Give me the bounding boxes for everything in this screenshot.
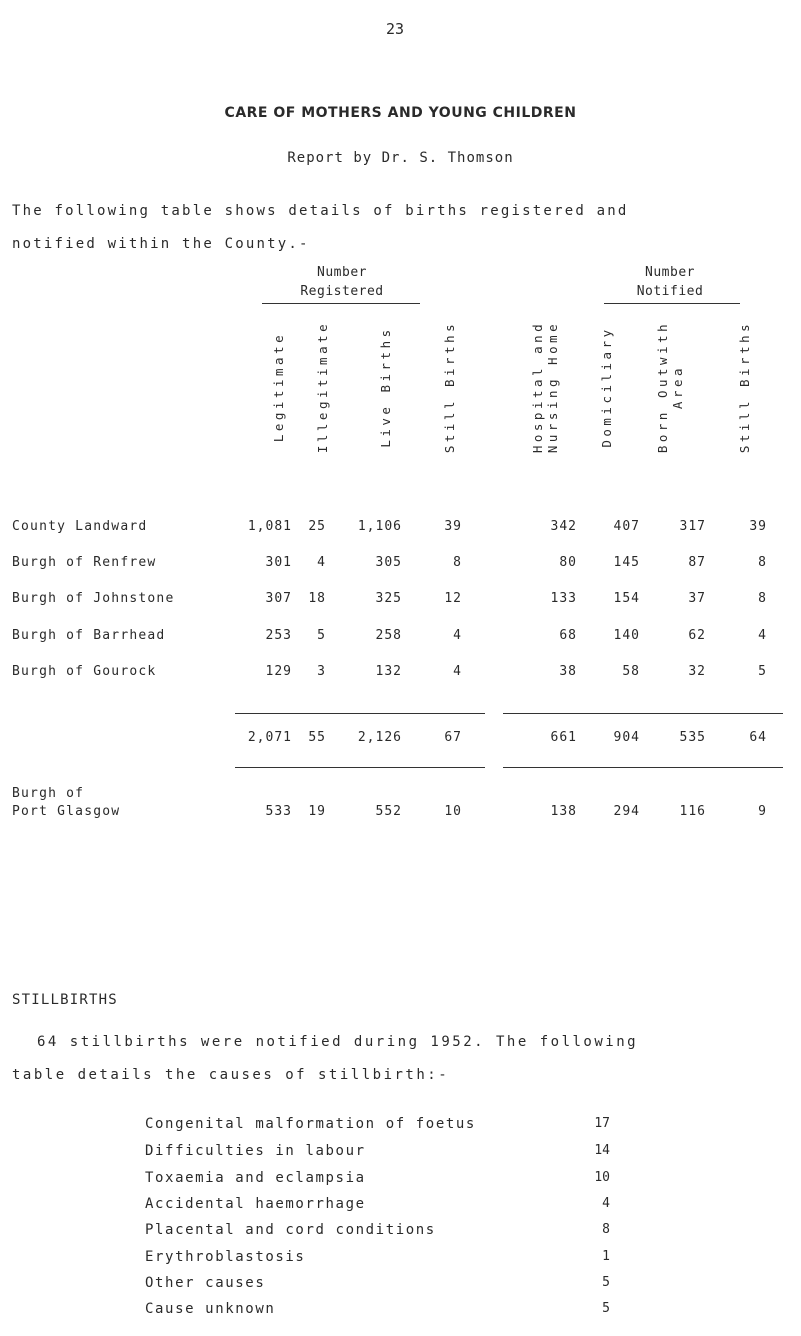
table-cell: 9 bbox=[758, 804, 767, 819]
cause-label: Difficulties in labour bbox=[145, 1143, 366, 1159]
cause-count: 10 bbox=[594, 1170, 610, 1185]
table-cell: 10 bbox=[444, 804, 462, 819]
table-cell: 129 bbox=[265, 664, 292, 679]
table-cell: 145 bbox=[613, 555, 640, 570]
total-cell: 67 bbox=[444, 730, 462, 745]
table-cell: 62 bbox=[688, 628, 706, 643]
table-cell: 116 bbox=[679, 804, 706, 819]
table-cell: 140 bbox=[613, 628, 640, 643]
column-header-still-births-notified bbox=[732, 320, 756, 454]
stillbirths-line-2: table details the causes of stillbirth:- bbox=[12, 1067, 450, 1083]
cause-label: Toxaemia and eclampsia bbox=[145, 1170, 366, 1186]
col-live-births-label: Live Births bbox=[377, 326, 393, 448]
table-cell: 8 bbox=[758, 555, 767, 570]
row-label: County Landward bbox=[12, 519, 148, 534]
cause-count: 4 bbox=[602, 1196, 610, 1211]
table-cell: 1,081 bbox=[247, 519, 292, 534]
table-cell: 4 bbox=[758, 628, 767, 643]
row-label-port-glasgow-line-2: Port Glasgow bbox=[12, 804, 121, 819]
table-cell: 301 bbox=[265, 555, 292, 570]
group-registered-line-1: Number bbox=[317, 265, 367, 280]
page-number: 23 bbox=[386, 20, 405, 38]
table-cell: 25 bbox=[308, 519, 326, 534]
report-author: Report by Dr. S. Thomson bbox=[287, 150, 514, 166]
stillbirths-line-1: 64 stillbirths were notified during 1952. The following bbox=[37, 1034, 639, 1050]
group-header-registered bbox=[262, 263, 422, 301]
intro-paragraph bbox=[12, 195, 628, 261]
table-cell: 39 bbox=[444, 519, 462, 534]
row-label: Burgh of Gourock bbox=[12, 664, 157, 679]
col-legitimate-label: Legitimate bbox=[270, 331, 286, 443]
table-cell: 258 bbox=[375, 628, 402, 643]
group-notified-line-1: Number bbox=[645, 265, 695, 280]
column-header-domiciliary bbox=[594, 324, 618, 450]
page-title: CARE OF MOTHERS AND YOUNG CHILDREN bbox=[224, 105, 577, 121]
col-still-births-reg-label: Still Births bbox=[441, 320, 457, 454]
row-label: Burgh of Renfrew bbox=[12, 555, 157, 570]
total-rule-bottom-notified bbox=[503, 767, 783, 768]
table-cell: 154 bbox=[613, 591, 640, 606]
col-hospital-label: Hospital and bbox=[530, 320, 545, 454]
intro-line-1: The following table shows details of births registered and bbox=[12, 203, 629, 219]
table-cell: 305 bbox=[375, 555, 402, 570]
table-cell: 1,106 bbox=[357, 519, 402, 534]
column-header-born-outwith-area bbox=[653, 320, 687, 454]
total-cell: 55 bbox=[308, 730, 326, 745]
stillbirths-paragraph bbox=[12, 1026, 638, 1092]
group-registered-line-2: Registered bbox=[300, 284, 384, 299]
table-cell: 407 bbox=[613, 519, 640, 534]
table-cell: 8 bbox=[758, 591, 767, 606]
table-cell: 552 bbox=[375, 804, 402, 819]
cause-count: 5 bbox=[602, 1275, 610, 1290]
row-label-port-glasgow-line-1: Burgh of bbox=[12, 786, 85, 801]
intro-line-2: notified within the County.- bbox=[12, 236, 310, 252]
table-cell: 307 bbox=[265, 591, 292, 606]
table-cell: 37 bbox=[688, 591, 706, 606]
table-cell: 317 bbox=[679, 519, 706, 534]
group-header-notified bbox=[600, 263, 740, 301]
total-cell: 64 bbox=[749, 730, 767, 745]
cause-count: 1 bbox=[602, 1249, 610, 1264]
table-cell: 68 bbox=[559, 628, 577, 643]
column-header-still-births-registered bbox=[437, 320, 461, 454]
table-cell: 5 bbox=[758, 664, 767, 679]
table-cell: 3 bbox=[317, 664, 326, 679]
table-cell: 342 bbox=[550, 519, 577, 534]
col-born-outwith-label: Born Outwith bbox=[655, 320, 670, 454]
col-still-births-notif-label: Still Births bbox=[736, 320, 752, 454]
total-rule-top-registered bbox=[235, 713, 485, 714]
total-cell: 2,071 bbox=[247, 730, 292, 745]
cause-label: Erythroblastosis bbox=[145, 1249, 306, 1265]
cause-label: Other causes bbox=[145, 1275, 266, 1291]
section-heading-stillbirths: STILLBIRTHS bbox=[12, 992, 118, 1008]
table-cell: 253 bbox=[265, 628, 292, 643]
table-cell: 32 bbox=[688, 664, 706, 679]
total-cell: 2,126 bbox=[357, 730, 402, 745]
table-cell: 87 bbox=[688, 555, 706, 570]
col-domiciliary-label: Domiciliary bbox=[598, 326, 614, 448]
cause-label: Congenital malformation of foetus bbox=[145, 1116, 476, 1132]
row-label: Burgh of Barrhead bbox=[12, 628, 166, 643]
column-header-legitimate bbox=[266, 324, 290, 450]
column-header-live-births bbox=[373, 324, 397, 450]
group-underline-registered bbox=[262, 303, 420, 304]
total-cell: 535 bbox=[679, 730, 706, 745]
table-cell: 325 bbox=[375, 591, 402, 606]
total-rule-bottom-registered bbox=[235, 767, 485, 768]
column-header-hospital-nursing-home bbox=[528, 320, 562, 454]
table-cell: 58 bbox=[622, 664, 640, 679]
col-illegitimate-label: Illegitimate bbox=[314, 320, 330, 454]
table-cell: 4 bbox=[453, 628, 462, 643]
row-label: Burgh of Johnstone bbox=[12, 591, 175, 606]
table-cell: 38 bbox=[559, 664, 577, 679]
cause-label: Accidental haemorrhage bbox=[145, 1196, 366, 1212]
group-underline-notified bbox=[604, 303, 740, 304]
table-cell: 80 bbox=[559, 555, 577, 570]
cause-label: Placental and cord conditions bbox=[145, 1222, 436, 1238]
table-cell: 39 bbox=[749, 519, 767, 534]
table-cell: 533 bbox=[265, 804, 292, 819]
table-cell: 18 bbox=[308, 591, 326, 606]
table-cell: 4 bbox=[453, 664, 462, 679]
table-cell: 8 bbox=[453, 555, 462, 570]
cause-count: 17 bbox=[594, 1116, 610, 1131]
cause-count: 5 bbox=[602, 1301, 610, 1316]
col-area-label: Area bbox=[670, 364, 685, 410]
cause-count: 14 bbox=[594, 1143, 610, 1158]
table-cell: 133 bbox=[550, 591, 577, 606]
table-cell: 5 bbox=[317, 628, 326, 643]
table-cell: 132 bbox=[375, 664, 402, 679]
cause-count: 8 bbox=[602, 1222, 610, 1237]
column-header-illegitimate bbox=[310, 320, 334, 454]
table-cell: 12 bbox=[444, 591, 462, 606]
table-cell: 138 bbox=[550, 804, 577, 819]
col-nursing-home-label: Nursing Home bbox=[545, 320, 560, 454]
cause-label: Cause unknown bbox=[145, 1301, 276, 1317]
total-rule-top-notified bbox=[503, 713, 783, 714]
table-cell: 294 bbox=[613, 804, 640, 819]
total-cell: 904 bbox=[613, 730, 640, 745]
table-cell: 19 bbox=[308, 804, 326, 819]
table-cell: 4 bbox=[317, 555, 326, 570]
group-notified-line-2: Notified bbox=[636, 284, 704, 299]
total-cell: 661 bbox=[550, 730, 577, 745]
